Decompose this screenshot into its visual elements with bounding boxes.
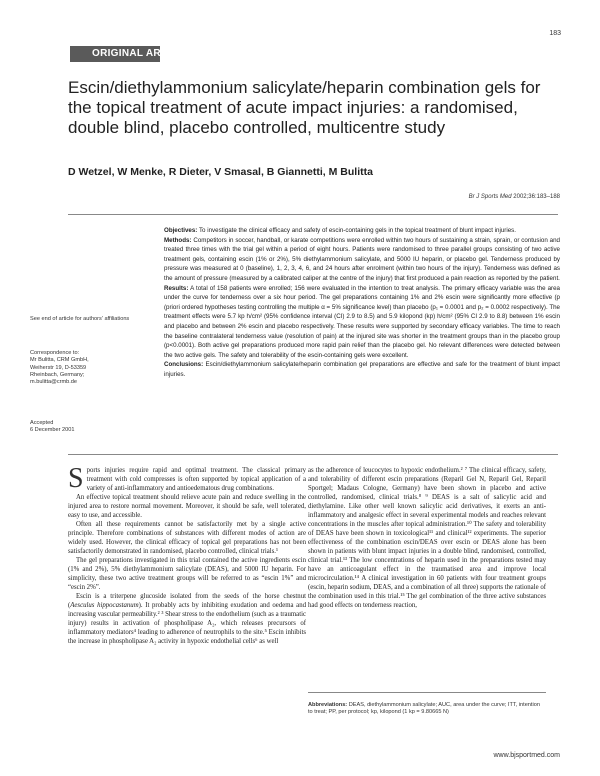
methods-label: Methods: [164, 236, 192, 244]
objectives-label: Objectives: [164, 227, 198, 234]
body-paragraph: Often all these requirements cannot be satisfactorily met by a single active principle. Therefore combinations of substances with different modes of action are widely used. However, the clinical efficacy of topical gel preparations has not been satisfactorily demonstrated in randomised, placebo controlled, clinical trials.¹ [68, 521, 306, 555]
affiliations-note: See end of article for authors' affiliations [30, 316, 130, 322]
body-paragraph: An effective topical treatment should relieve acute pain and reduce swelling in the injured area to restore normal movement. Moreover, it should be safe, well tolerated, easy to use, and accessible. [68, 494, 306, 519]
body-column-left [68, 463, 306, 646]
section-tag [70, 46, 192, 62]
page-number: 183 [549, 30, 561, 37]
correspondence-line: Rheinbach, Germany; [30, 371, 85, 378]
results-label: Results: [164, 284, 189, 292]
abstract-objectives [164, 226, 560, 236]
body-paragraph: as the adherence of leucocytes to hypoxic endothelium.² ⁷ The clinical efficacy, safety, and tolerability of different escin preparations (Reparil Gel N, Reparil Gel, Reparil Sportgel; Madaus Cologne, Germany) have been shown in placebo and active controlled, randomised, clinical trials.⁸ ⁹ DEAS is a salt of salicylic acid and diethylamine. Like other well known salicylic acid derivatives, it exerts an anti-inflammatory and analgesic effect in several experimental models and reaches relevant concentrations in the muscles after topical administration.¹⁰ The safety and tolerability of DEAS have been shown in toxicological¹¹ and clinical¹² experiments. The superior effectiveness of the combination escin/DEAS over escin or DEAS alone has been shown in patients with blunt impact injuries in a double blind, randomised, controlled, clinical trial.¹³ The low concentrations of heparin used in the preparations tested may have an anticoagulant effect in the traumatised area and improve local microcirculation.¹⁴ A clinical investigation in 60 patients with four treatment groups (escin, heparin sodium, DEAS, and a combination of all three) supports the rationale of the combination used in this trial.¹⁵ The gel combination of the three active substances had good effects on tenderness reaction, [308, 467, 546, 609]
correspondence-line: Weiherstr 19, D-53359 [30, 364, 87, 371]
dropcap: S [68, 463, 84, 494]
abstract-methods [164, 236, 560, 284]
abbreviations [308, 702, 546, 717]
abstract-results [164, 284, 560, 361]
author-list: D Wetzel, W Menke, R Dieter, V Smasal, B Giannetti, M Bulitta [68, 166, 373, 178]
abstract-conclusions [164, 360, 560, 379]
citation [469, 194, 560, 200]
journal-url[interactable]: www.bjsportmed.com [493, 752, 560, 759]
abbreviations-label: Abbreviations: [308, 702, 348, 708]
correspondence-label: Correspondence to: [30, 350, 80, 356]
abstract-divider [68, 454, 558, 455]
body-column-right [308, 466, 546, 610]
correspondence [30, 350, 140, 386]
citation-journal: Br J Sports Med [468, 194, 512, 200]
results-text: A total of 158 patients were enrolled; 156 were evaluated in the intention to treat analysis. The primary efficacy variable was the area under the curve for tenderness over a six hour period. The gel preparations containing 1% and 2% escin were significantly more effective (p (priori ordered hypotheses testing controlling the multiple α = 5% significance level) than placebo (p₁ = 0.0001 and p₂ = 0.0002 respectively). The treatment effects were 5.7 kp h/cm² (95% confidence interval (CI) 2.9 to 8.5) and 5.9 kilopond (kp) h/cm² (95% CI 2.9 to 8.8) between 1% escin and placebo and between 2% escin and placebo respectively. These results were supported by secondary efficacy variables. The time to reach the baseline contralateral tenderness value (resolution of pain) at the injured site was shorter in the treatment groups than in the placebo group (p<0.0001). Both active gel preparations produced more rapid pain relief than the placebo gel. No relevant differences were detected between the two active gels. The safety and tolerability of the escin-containing gels were excellent. [164, 284, 560, 359]
body-paragraph: The gel preparations investigated in this trial contained the active ingredients escin (1% and 2%), 5% diethylammonium salicylate (DEAS), and 5000 IU heparin. For simplicity, these two active treatment groups will be referred to as “escin 1%” and “escin 2%”. [68, 557, 306, 591]
abstract [164, 226, 560, 380]
section-tag-label: ORIGINAL ARTICLE [92, 48, 192, 59]
top-divider [68, 214, 558, 215]
accepted-label: Accepted [30, 420, 54, 426]
article-title: Escin/diethylammonium salicylate/heparin combination gels for the topical treatment of acute impact injuries: a randomised, double blind, placebo controlled, multicentre study [68, 78, 541, 137]
abbrev-divider [308, 692, 546, 693]
body-paragraph: Sports injuries require rapid and optimal treatment. The classical primary treatment with cold compresses is often supported by topical application of a variety of anti-inflammatory and antioedematous drug combinations. [68, 463, 306, 494]
accepted-date: 6 December 2001 [30, 427, 75, 434]
methods-text: Competitors in soccer, handball, or karate competitions were enrolled within two hours of sustaining a strain, sprain, or contusion and treated three times with the trial gel within a period of eight hours. Patients were randomised to three parallel groups consisting of two active treatment gels, containing escin (1% or 2%), 5% diethylammonium salicylate, and 5000 IU heparin, or placebo gel. Tenderness produced by pressure was measured at 0 (baseline), 1, 2, 3, 4, 6, and 24 hours after enrolment (within two hours of the injury). Tenderness was defined as the amount of pressure (measured by a calibrated caliper at the centre of the injury) that first produced a pain reaction as reported by the patient. [164, 236, 560, 282]
correspondence-email: m.bulitta@crmb.de [30, 379, 78, 386]
accepted-note [30, 420, 140, 435]
conclusions-label: Conclusions: [164, 361, 204, 369]
correspondence-line: Mr Bulitta, CRM GmbH, [30, 357, 89, 364]
objectives-text: To investigate the clinical efficacy and safety of escin-containing gels in the topical treatment of blunt impact injuries. [198, 227, 516, 234]
body-paragraph: Escin is a triterpene glucoside isolated from the seeds of the horse chestnut (Aesculus hippocastanum). It probably acts by inhibiting exudation and oedema and increasing vascular permeability.² ³ Shear stress to the endothelium (such as a traumatic injury) results in activation of phospholipase A₂, which releases precursors of inflammatory mediators⁴ leading to adherence of neutrophils to the site.⁵ Escin inhibits the increase in phospholipase A₂ activity in hypoxic endothelial cells⁶ as well [68, 593, 306, 645]
citation-ref: 2002;36:183–188 [513, 194, 560, 200]
abbreviations-text: DEAS, diethylammonium salicylate; AUC, area under the curve; ITT, intention to treat; PP, per protocol; kp, kilopond (1 kp = 9.80665 N) [308, 702, 540, 716]
conclusions-text: Escin/diethylammonium salicylate/heparin combination gel preparations are effective and safe for the treatment of blunt impact injuries. [164, 361, 560, 378]
